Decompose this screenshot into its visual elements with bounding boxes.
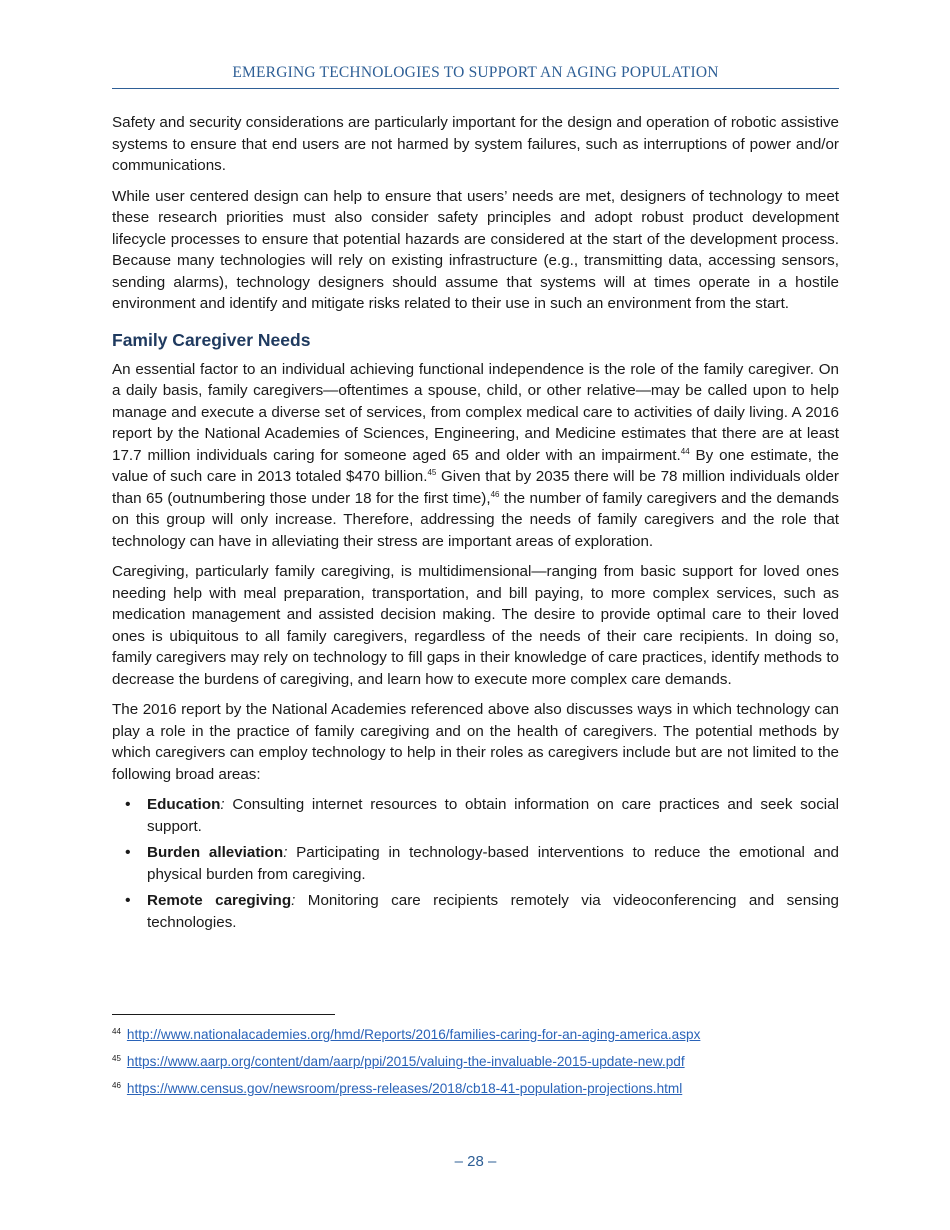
paragraph-text: By one estimate, the value of such care in 2013 totaled $470 billion. [112, 446, 839, 485]
footnote-number: 44 [112, 1027, 121, 1036]
list-item-term: Education [147, 796, 221, 813]
list-item [112, 794, 839, 837]
paragraph-text: Given that by 2035 there will be 78 million individuals older than 65 (outnumbering those under 18 for the first time), [112, 468, 839, 507]
footnote-link-45[interactable]: https://www.aarp.org/content/dam/aarp/ppi/2015/valuing-the-invaluable-2015-update-new.pdf [126, 1054, 685, 1069]
list-item-term: Remote caregiving [147, 892, 292, 909]
footnote-ref-45[interactable]: 45 [427, 468, 437, 477]
footnote-45 [112, 1050, 839, 1071]
list-item-text: Consulting internet resources to obtain information on care practices and seek social support. [147, 796, 839, 835]
paragraph-text: the number of family caregivers and the demands on this group will only increase. Therefore, addressing the needs of family caregivers and the role that technology can have in alleviating their stress are important areas of exploration. [112, 489, 839, 550]
paragraph-text: An essential factor to an individual achieving functional independence is the role of the family caregiver. On a daily basis, family caregivers—oftentimes a spouse, child, or other relative—may be called upon to help manage and execute a diverse set of services, from complex medical care to activities of daily living. A 2016 report by the National Academies of Sciences, Engineering, and Medicine estimates that there are at least 17.7 million individuals caring for someone aged 65 and older with an impairment. [112, 360, 839, 464]
section-heading: Family Caregiver Needs [112, 329, 311, 350]
paragraph-safety: Safety and security considerations are particularly important for the design and operation of robotic assistive systems to ensure that end users are not harmed by system failures, such as interruptions of power and/or communications. [112, 114, 839, 174]
paragraph-report: The 2016 report by the National Academies referenced above also discusses ways in which technology can play a role in the practice of family caregiving and on the health of caregivers. The potential methods by which caregivers can employ technology to help in their roles as caregivers include but are not limited to the following broad areas: [112, 701, 839, 783]
list-item-text: Participating in technology-based interventions to reduce the emotional and physical burden from caregiving. [147, 844, 839, 883]
list-item-term: Burden alleviation [147, 844, 284, 861]
footnote-link-44[interactable]: http://www.nationalacademies.org/hmd/Reports/2016/families-caring-for-an-aging-america.aspx [126, 1027, 701, 1042]
footnote-link-46[interactable]: https://www.census.gov/newsroom/press-releases/2018/cb18-41-population-projections.html [126, 1081, 683, 1096]
paragraph-family-caregiver [112, 359, 839, 553]
footnote-ref-44[interactable]: 44 [680, 446, 690, 456]
bullet-icon: • [125, 892, 131, 909]
bullet-icon: • [125, 844, 131, 861]
footnote-46 [112, 1077, 839, 1098]
bullet-list [112, 794, 839, 933]
footnote-number: 45 [112, 1054, 121, 1063]
footnote-44 [112, 1023, 839, 1044]
list-item [112, 890, 839, 933]
document-body [112, 112, 839, 938]
list-item-colon: : [291, 892, 296, 909]
list-item-colon: : [220, 796, 225, 813]
footnote-divider [112, 1014, 335, 1015]
page-number: – 28 – [454, 1153, 497, 1170]
footnotes [112, 1023, 839, 1104]
bullet-icon: • [125, 796, 131, 813]
list-item-text: Monitoring care recipients remotely via videoconferencing and sensing technologies. [147, 892, 839, 931]
list-item [112, 842, 839, 885]
running-header: EMERGING TECHNOLOGIES TO SUPPORT AN AGING POPULATION [232, 64, 719, 81]
paragraph-design: While user centered design can help to ensure that users’ needs are met, designers of technology to meet these research priorities must also consider safety principles and adopt robust product development lifecycle processes to ensure that potential hazards are considered at the start of the development process. Because many technologies will rely on existing infrastructure (e.g., transmitting data, accessing sensors, sending alarms), technology designers should assume that systems will at times operate in a hostile environment and identify and mitigate risks related to their use in such an environment from the start. [112, 187, 839, 312]
header-divider [112, 88, 839, 89]
footnote-ref-46[interactable]: 46 [490, 489, 500, 499]
footnote-number: 46 [112, 1081, 121, 1090]
paragraph-multidimensional: Caregiving, particularly family caregiving, is multidimensional—ranging from basic support for loved ones needing help with meal preparation, transportation, and bill paying, to more complex services, such as medication management and assisted decision making. The desire to provide optimal care to their loved ones is ubiquitous to all family caregivers, regardless of the needs of their care recipients. In doing so, family caregivers may rely on technology to fill gaps in their knowledge of care practices, identify methods to decrease the burdens of caregiving, and learn how to execute more complex care demands. [112, 563, 839, 688]
list-item-colon: : [283, 844, 288, 861]
